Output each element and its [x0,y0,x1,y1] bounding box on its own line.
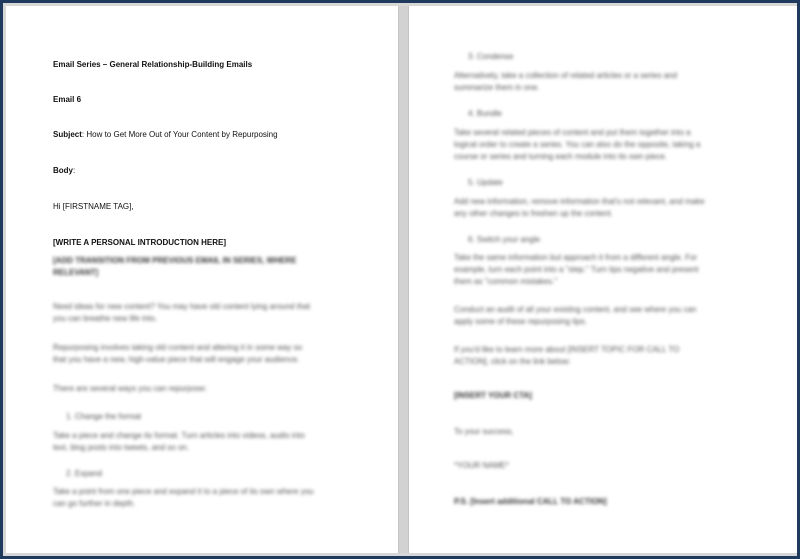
signature: *YOUR NAME* [454,461,509,470]
subject-line [53,129,278,140]
transition-line-1: [ADD TRANSITION FROM PREVIOUS EMAIL IN SERIES, WHERE [53,256,297,265]
body-colon: : [73,166,76,175]
document-page-right [409,6,797,553]
page-gutter [398,6,409,553]
item-6-line-3: them as "common mistakes." [454,277,558,286]
subject-value: : How to Get More Out of Your Content by Repurposing [81,130,278,139]
item-6-heading: 6. Switch your angle [468,235,541,244]
transition-line-2: RELEVANT] [53,268,99,277]
item-5-heading: 5. Update [468,178,503,187]
body-label: Body [53,166,73,175]
audit-line-1: Conduct an audit of all your existing content, and see where you can [454,305,697,314]
item-1-heading: 1. Change the format [66,412,142,421]
cta-line-1: If you'd like to learn more about [INSERT TOPIC FOR CALL TO [454,345,680,354]
item-3-line-1: Alternatively, take a collection of related articles or a series and [454,71,678,80]
paragraph-2-line-2: that you have a new, high-value piece that will engage your audience. [53,355,300,364]
item-2-line-1: Take a point from one piece and expand it to a piece of its own where you [53,487,314,496]
item-1-line-1: Take a piece and change its format. Turn articles into videos, audio into [53,431,305,440]
postscript: P.S. [Insert additional CALL TO ACTION] [454,497,607,506]
item-1-line-2: text, blog posts into tweets, and so on. [53,443,190,452]
item-6-line-2: example, turn each point into a "step." Turn tips negative and present [454,265,699,274]
item-4-line-1: Take several related pieces of content and put them together into a [454,128,691,137]
audit-line-2: apply some of these repurposing tips. [454,317,587,326]
item-3-heading: 3. Condense [468,52,514,61]
item-2-heading: 2. Expand [66,469,103,478]
paragraph-1-line-2: you can breathe new life into. [53,314,158,323]
item-4-line-3: course or series and turning each module into its own piece. [454,152,668,161]
series-title: Email Series – General Relationship-Building Emails [53,60,253,69]
cta-line-2: ACTION], click on the link below: [454,357,571,366]
item-6-line-1: Take the same information but approach it from a different angle. For [454,253,698,262]
email-number: Email 6 [53,95,82,104]
paragraph-1-line-1: Need ideas for new content? You may have old content lying around that [53,302,311,311]
item-4-line-2: logical order to create a series. You can also do the opposite, taking a [454,140,701,149]
document-page-left [6,6,398,553]
intro-placeholder: [WRITE A PERSONAL INTRODUCTION HERE] [53,238,227,247]
item-4-heading: 4. Bundle [468,109,502,118]
item-5-line-1: Add new information, remove information that's not relevant, and make [454,197,705,206]
closing: To your success, [454,427,514,436]
cta-insert: [INSERT YOUR CTA] [454,391,532,400]
body-heading [53,165,75,176]
item-3-line-2: summarize them in one. [454,83,540,92]
greeting: Hi [FIRSTNAME TAG], [53,202,134,211]
paragraph-3: There are several ways you can repurpose: [53,384,207,393]
item-5-line-2: any other changes to freshen up the content. [454,209,613,218]
subject-label: Subject [53,130,82,139]
item-2-line-2: can go further in depth. [53,499,136,508]
paragraph-2-line-1: Repurposing involves taking old content and altering it in some way so [53,343,303,352]
